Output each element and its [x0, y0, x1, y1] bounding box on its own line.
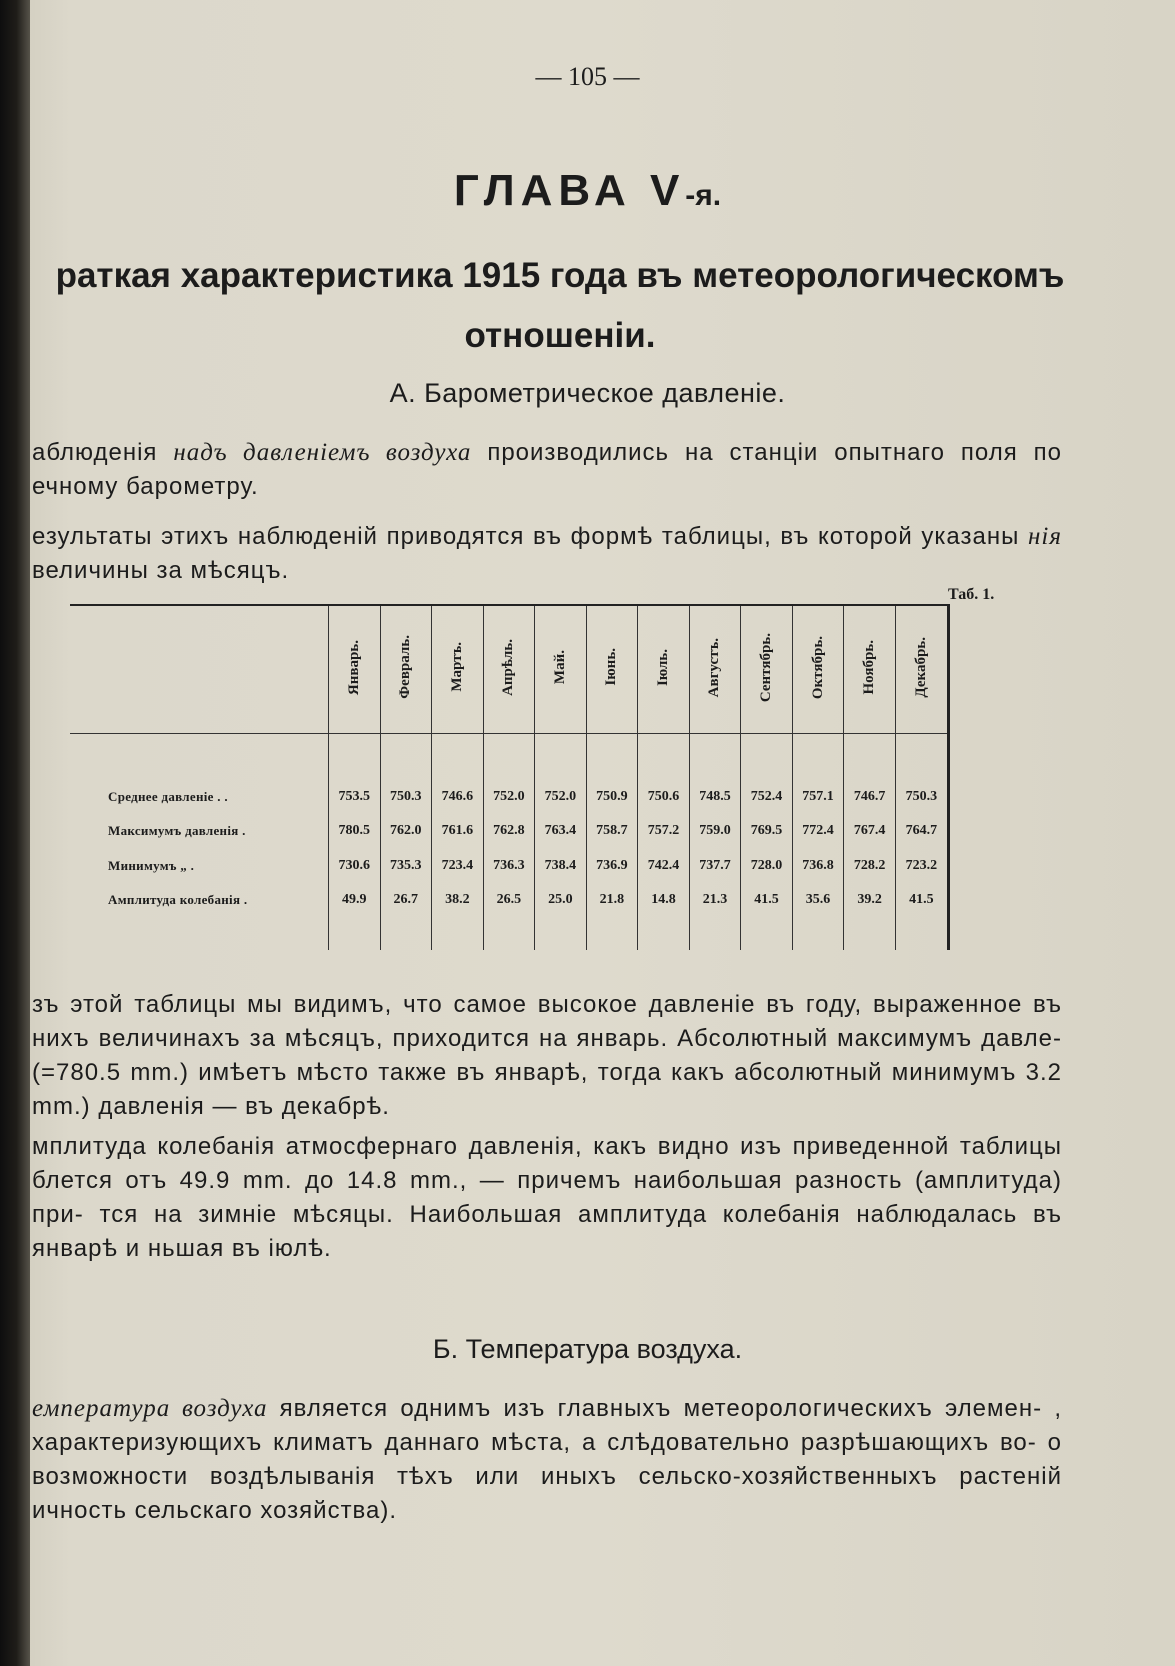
table-cell: 757.2: [638, 814, 690, 849]
table-cell: 737.7: [689, 849, 741, 884]
table-tail-row: [70, 918, 949, 950]
table-cell: 761.6: [432, 814, 484, 849]
section-heading-a: А. Барометрическое давленiе.: [389, 378, 786, 408]
paragraph-2-emphasis: нiя: [1028, 523, 1062, 550]
table-cell: 772.4: [792, 814, 844, 849]
chapter-heading: [0, 166, 1175, 216]
table-cell: 757.1: [792, 780, 844, 815]
chapter-suffix: -я.: [685, 179, 722, 212]
table-cell: 736.3: [483, 849, 535, 884]
table-cell: 21.8: [586, 883, 638, 918]
month-header: Сентябрь.: [741, 605, 793, 734]
month-header: Апрѣль.: [483, 605, 535, 734]
table-cell: 35.6: [792, 883, 844, 918]
table-cell: 752.0: [535, 780, 587, 815]
table-cell: 767.4: [844, 814, 896, 849]
month-header: Январь.: [329, 605, 381, 734]
table-row-max: [70, 814, 949, 849]
table-cell: 753.5: [329, 780, 381, 815]
table-cell: 759.0: [689, 814, 741, 849]
book-spine: [0, 0, 30, 1666]
table-caption: Таб. 1.: [948, 586, 995, 603]
barometric-table-grid: [70, 604, 950, 950]
month-header: Февраль.: [380, 605, 432, 734]
chapter-title: ратк​ая характеристика 1915 года въ метеорологическомъ отношенiи.: [55, 256, 1065, 355]
table-cell: 39.2: [844, 883, 896, 918]
table-cell: 750.6: [638, 780, 690, 815]
table-cell: 26.7: [380, 883, 432, 918]
table-row-min: [70, 849, 949, 884]
row-label: Максимумъ давленiя .: [108, 823, 246, 839]
table-cell: 728.2: [844, 849, 896, 884]
section-heading-b: Б. Температура воздуха.: [432, 1334, 743, 1364]
page-number: — 105 —: [535, 62, 640, 91]
table-cell: 25.0: [535, 883, 587, 918]
paragraph-1-text: аблюденiя: [32, 439, 174, 466]
table-cell: 26.5: [483, 883, 535, 918]
paragraph-5-emphasis: емпература воздуха: [32, 1395, 268, 1422]
paragraph-2-text-end: величины за мѣсяцъ.: [32, 557, 290, 584]
month-header: Ноябрь.: [844, 605, 896, 734]
month-header: Декабрь.: [895, 605, 948, 734]
row-label: Среднее давленiе . .: [108, 788, 228, 804]
table-cell: 762.0: [380, 814, 432, 849]
month-header: Iюль.: [638, 605, 690, 734]
table-cell: 730.6: [329, 849, 381, 884]
table-cell: 746.7: [844, 780, 896, 815]
paragraph-5: [32, 1392, 1062, 1528]
barometric-table: [70, 604, 950, 950]
paragraph-1-text-end: производились на станцiи опытнаго поля по ечному барометру.: [32, 439, 1062, 500]
table-cell: 769.5: [741, 814, 793, 849]
table-cell: 723.4: [432, 849, 484, 884]
table-cell: 742.4: [638, 849, 690, 884]
table-cell: 750.9: [586, 780, 638, 815]
table-spacer-row: [70, 734, 949, 780]
table-cell: 764.7: [895, 814, 948, 849]
table-cell: 41.5: [741, 883, 793, 918]
paragraph-3: зъ этой таблицы мы видимъ, что самое высокое давленiе въ году, выраженное въ нихъ величинахъ за мѣсяцъ, приходится на январь. Абсолютный максимумъ давле- (=780.5 mm.) имѣетъ мѣсто также въ январѣ, тогда какъ абсолютный минимумъ 3.2 mm.) давленiя — въ декабрѣ.: [32, 991, 1062, 1120]
table-cell: 736.8: [792, 849, 844, 884]
table-cell: 750.3: [895, 780, 948, 815]
table-cell: 735.3: [380, 849, 432, 884]
table-row-mean: [70, 780, 949, 815]
month-header: Май.: [535, 605, 587, 734]
paragraph-1: [32, 436, 1062, 504]
table-cell: 752.0: [483, 780, 535, 815]
table-cell: 748.5: [689, 780, 741, 815]
table-header-blank: [70, 605, 329, 734]
row-label: Минимумъ „ .: [108, 857, 195, 873]
table-cell: 41.5: [895, 883, 948, 918]
table-cell: 38.2: [432, 883, 484, 918]
paragraph-2: [32, 520, 1062, 588]
month-header: Iюнь.: [586, 605, 638, 734]
table-cell: 21.3: [689, 883, 741, 918]
month-header: Октябрь.: [792, 605, 844, 734]
paragraph-2-text: езультаты этихъ наблюденiй приводятся въ формѣ таблицы, въ которой указаны: [32, 523, 1029, 550]
month-header: Мартъ.: [432, 605, 484, 734]
table-cell: 14.8: [638, 883, 690, 918]
table-cell: 763.4: [535, 814, 587, 849]
table-cell: 750.3: [380, 780, 432, 815]
row-label: Амплитуда колебанiя .: [108, 892, 248, 908]
table-cell: 746.6: [432, 780, 484, 815]
table-cell: 752.4: [741, 780, 793, 815]
table-cell: 762.8: [483, 814, 535, 849]
paragraph-5-text: является однимъ изъ главныхъ метеорологическихъ элемен- , характеризующихъ климатъ даннаго мѣста, а слѣдовательно разрѣшающихъ во- о возможности воздѣлыванiя тѣхъ или иныхъ сельско-хозяйственныхъ растенiй ичность сельскаго хозяйства).: [32, 1395, 1062, 1524]
table-cell: 728.0: [741, 849, 793, 884]
table-cell: 49.9: [329, 883, 381, 918]
table-header-row: [70, 605, 949, 734]
month-header: Августъ.: [689, 605, 741, 734]
paragraph-4: мплитуда колебанiя атмосфернаго давленiя, какъ видно изъ приведенной таблицы блется отъ 49.9 mm. до 14.8 mm., — причемъ наибольшая разность (амплитуда) при- тся на зимнiе мѣсяцы. Наибольшая амплитуда колебанiя наблюдалась въ январѣ и ньшая въ iюлѣ.: [32, 1133, 1062, 1262]
table-cell: 723.2: [895, 849, 948, 884]
paragraph-1-emphasis: надъ давленiемъ воздуха: [173, 439, 472, 466]
table-cell: 736.9: [586, 849, 638, 884]
table-cell: 738.4: [535, 849, 587, 884]
table-cell: 780.5: [329, 814, 381, 849]
chapter-main: ГЛАВА V: [453, 166, 686, 215]
table-cell: 758.7: [586, 814, 638, 849]
table-row-amplitude: [70, 883, 949, 918]
